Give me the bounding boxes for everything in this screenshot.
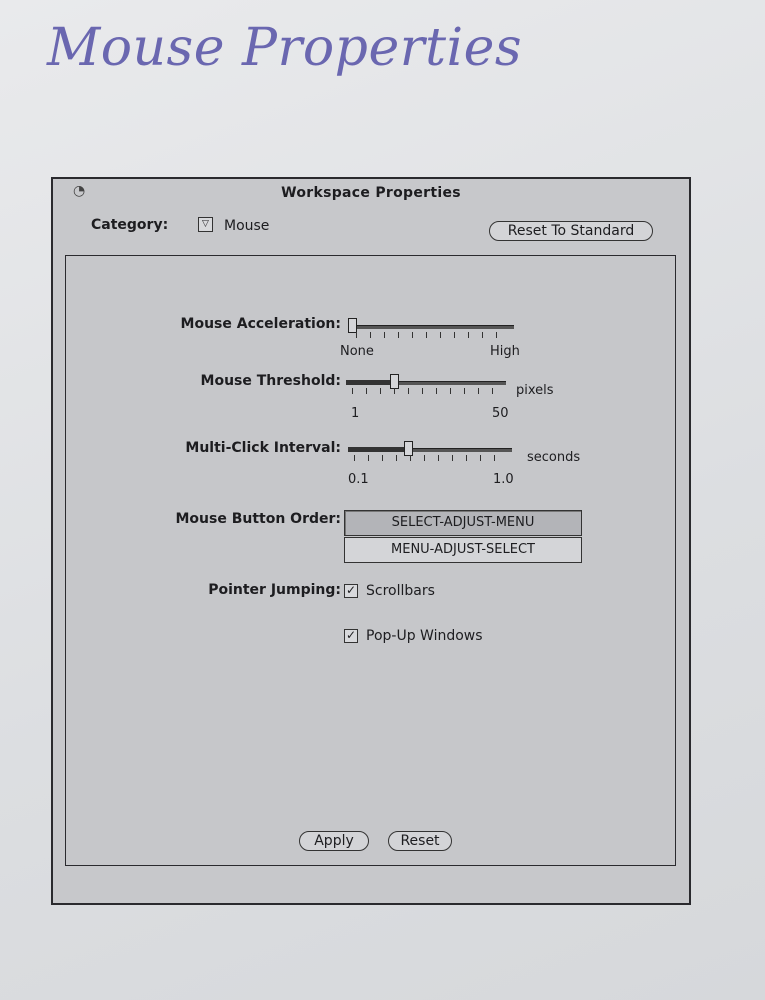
multi-click-interval-slider[interactable]	[348, 441, 518, 471]
acceleration-max-label: High	[490, 344, 520, 359]
reset-button[interactable]: Reset	[388, 831, 452, 851]
button-order-menu-adjust-select[interactable]: MENU-ADJUST-SELECT	[344, 537, 582, 563]
mouse-threshold-label: Mouse Threshold:	[200, 373, 341, 389]
reset-to-standard-button[interactable]: Reset To Standard	[489, 221, 653, 241]
category-value: Mouse	[224, 218, 270, 234]
scrollbars-checkbox[interactable]: ✓	[345, 583, 357, 597]
popup-windows-checkbox[interactable]: ✓	[345, 628, 357, 642]
multiclick-unit: seconds	[527, 450, 581, 465]
mouse-button-order-label: Mouse Button Order:	[175, 511, 341, 527]
page-heading: Mouse Properties	[47, 18, 523, 78]
threshold-unit: pixels	[516, 383, 554, 398]
acceleration-min-label: None	[340, 344, 374, 359]
scrollbars-label: Scrollbars	[366, 583, 435, 599]
window-title: Workspace Properties	[281, 185, 461, 201]
mouse-acceleration-knob[interactable]	[348, 318, 357, 333]
window-titlebar[interactable]	[53, 179, 689, 207]
category-label: Category:	[91, 217, 169, 233]
mouse-threshold-knob[interactable]	[390, 374, 399, 389]
threshold-min-label: 1	[351, 406, 360, 421]
button-order-select-adjust-menu[interactable]: SELECT-ADJUST-MENU	[344, 510, 582, 536]
multiclick-min-label: 0.1	[348, 472, 369, 487]
multi-click-interval-knob[interactable]	[404, 441, 413, 456]
window-menu-icon[interactable]: ◔	[73, 183, 86, 199]
threshold-max-label: 50	[492, 406, 509, 421]
workspace-properties-window	[51, 177, 691, 905]
mouse-settings-pane	[65, 255, 676, 866]
category-menu-button[interactable]: ▽	[198, 217, 213, 232]
multiclick-max-label: 1.0	[493, 472, 514, 487]
pointer-jumping-label: Pointer Jumping:	[208, 582, 341, 598]
popup-windows-label: Pop-Up Windows	[366, 628, 483, 644]
mouse-threshold-slider[interactable]	[346, 374, 511, 404]
mouse-acceleration-label: Mouse Acceleration:	[180, 316, 341, 332]
apply-button[interactable]: Apply	[299, 831, 369, 851]
multi-click-interval-label: Multi-Click Interval:	[185, 440, 341, 456]
